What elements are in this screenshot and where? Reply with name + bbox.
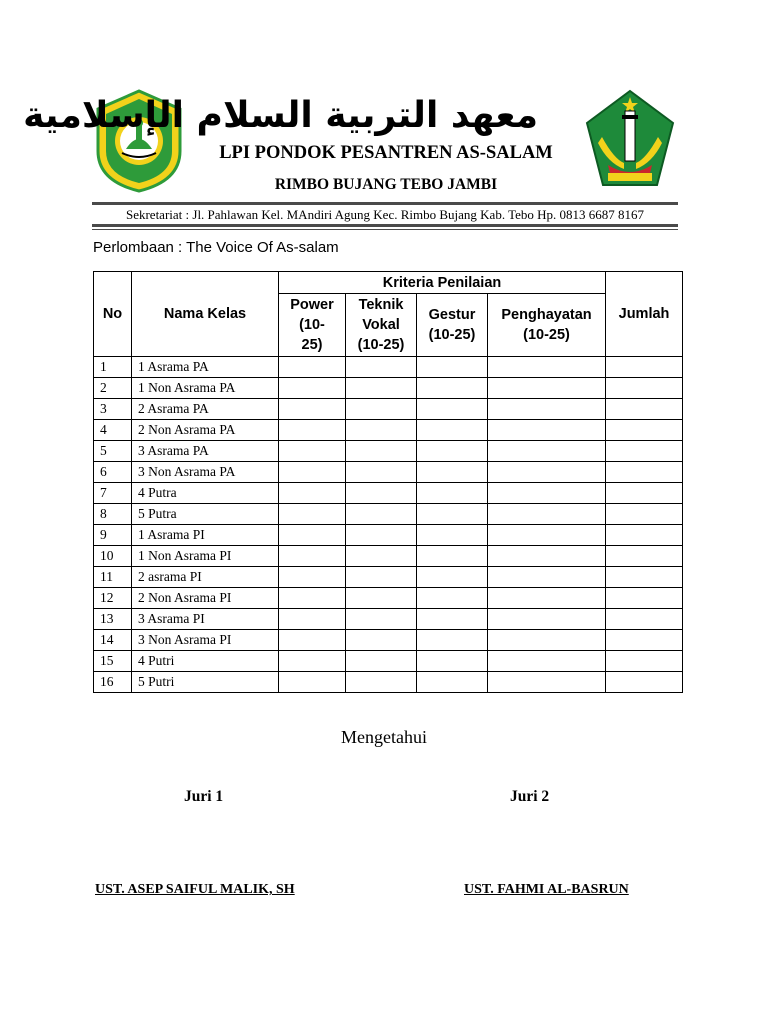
score-cell — [279, 357, 346, 378]
score-cell — [417, 525, 488, 546]
row-number: 1 — [94, 357, 132, 378]
score-cell — [346, 399, 417, 420]
row-class-name: 2 asrama PI — [132, 567, 279, 588]
row-number: 16 — [94, 672, 132, 693]
score-cell — [488, 567, 606, 588]
row-number: 6 — [94, 462, 132, 483]
row-number: 14 — [94, 630, 132, 651]
total-cell — [606, 441, 683, 462]
score-cell — [279, 483, 346, 504]
total-cell — [606, 399, 683, 420]
row-class-name: 3 Asrama PI — [132, 609, 279, 630]
row-number: 11 — [94, 567, 132, 588]
judge-2-name: UST. FAHMI AL-BASRUN — [464, 882, 629, 897]
secretariat-address: Sekretariat : Jl. Pahlawan Kel. MAndiri Agung Kec. Rimbo Bujang Kab. Tebo Hp. 0813 6687 8167 — [125, 207, 645, 222]
score-cell — [346, 672, 417, 693]
score-cell — [279, 378, 346, 399]
table-row — [94, 630, 683, 651]
score-cell — [346, 546, 417, 567]
score-cell — [488, 630, 606, 651]
total-cell — [606, 609, 683, 630]
scoring-table — [93, 271, 683, 693]
acknowledge-label: Mengetahui — [341, 727, 427, 747]
total-cell — [606, 483, 683, 504]
score-cell — [488, 420, 606, 441]
row-class-name: 4 Putra — [132, 483, 279, 504]
score-cell — [488, 588, 606, 609]
row-number: 8 — [94, 504, 132, 525]
regency-emblem — [584, 89, 676, 189]
table-row — [94, 504, 683, 525]
total-cell — [606, 546, 683, 567]
table-row — [94, 420, 683, 441]
score-cell — [279, 630, 346, 651]
row-class-name: 4 Putri — [132, 651, 279, 672]
header-criteria-vocal-technique: Teknik Vokal (10-25) — [346, 294, 417, 357]
score-cell — [279, 567, 346, 588]
row-class-name: 2 Asrama PA — [132, 399, 279, 420]
score-cell — [488, 609, 606, 630]
header-divider-bottom-thin — [92, 229, 678, 230]
arabic-calligraphy-title: معهد التربية السلام الإسلامية — [23, 95, 538, 136]
row-number: 7 — [94, 483, 132, 504]
score-cell — [488, 483, 606, 504]
score-cell — [417, 588, 488, 609]
total-cell — [606, 525, 683, 546]
score-cell — [279, 420, 346, 441]
score-cell — [346, 420, 417, 441]
score-cell — [417, 483, 488, 504]
score-cell — [488, 441, 606, 462]
score-cell — [417, 651, 488, 672]
score-cell — [279, 504, 346, 525]
total-cell — [606, 672, 683, 693]
score-cell — [279, 462, 346, 483]
score-cell — [417, 567, 488, 588]
score-cell — [346, 483, 417, 504]
row-class-name: 3 Non Asrama PI — [132, 630, 279, 651]
table-row — [94, 609, 683, 630]
row-class-name: 1 Non Asrama PI — [132, 546, 279, 567]
score-cell — [279, 399, 346, 420]
score-cell — [488, 504, 606, 525]
score-cell — [417, 546, 488, 567]
row-class-name: 2 Non Asrama PA — [132, 420, 279, 441]
organization-location: RIMBO BUJANG TEBO JAMBI — [274, 176, 498, 193]
row-class-name: 1 Non Asrama PA — [132, 378, 279, 399]
score-cell — [346, 588, 417, 609]
table-row — [94, 567, 683, 588]
score-cell — [346, 441, 417, 462]
competition-label: Perlombaan : The Voice Of As-salam — [93, 239, 339, 256]
total-cell — [606, 462, 683, 483]
table-row — [94, 672, 683, 693]
score-cell — [417, 357, 488, 378]
table-row — [94, 357, 683, 378]
header-no: No — [94, 272, 132, 357]
score-cell — [417, 609, 488, 630]
score-cell — [279, 546, 346, 567]
table-row — [94, 525, 683, 546]
total-cell — [606, 567, 683, 588]
table-row — [94, 441, 683, 462]
score-cell — [417, 378, 488, 399]
total-cell — [606, 630, 683, 651]
row-class-name: 3 Non Asrama PA — [132, 462, 279, 483]
row-number: 4 — [94, 420, 132, 441]
total-cell — [606, 378, 683, 399]
header-criteria-gesture: Gestur (10-25) — [417, 294, 488, 357]
score-cell — [488, 546, 606, 567]
total-cell — [606, 504, 683, 525]
score-cell — [279, 609, 346, 630]
row-class-name: 1 Asrama PA — [132, 357, 279, 378]
row-number: 3 — [94, 399, 132, 420]
score-cell — [346, 567, 417, 588]
row-number: 2 — [94, 378, 132, 399]
row-class-name: 3 Asrama PA — [132, 441, 279, 462]
row-number: 5 — [94, 441, 132, 462]
table-row — [94, 462, 683, 483]
score-cell — [488, 525, 606, 546]
score-cell — [417, 672, 488, 693]
organization-name: LPI PONDOK PESANTREN AS-SALAM — [219, 143, 553, 163]
score-cell — [346, 462, 417, 483]
score-cell — [346, 357, 417, 378]
score-cell — [279, 672, 346, 693]
table-row — [94, 588, 683, 609]
score-cell — [417, 462, 488, 483]
row-number: 15 — [94, 651, 132, 672]
header-criteria-appreciation: Penghayatan (10-25) — [488, 294, 606, 357]
table-row — [94, 651, 683, 672]
score-cell — [488, 357, 606, 378]
row-class-name: 5 Putri — [132, 672, 279, 693]
header-divider-top — [92, 202, 678, 205]
table-row — [94, 546, 683, 567]
total-cell — [606, 357, 683, 378]
header-total: Jumlah — [606, 272, 683, 357]
score-cell — [346, 630, 417, 651]
score-cell — [346, 651, 417, 672]
score-cell — [417, 630, 488, 651]
score-cell — [279, 588, 346, 609]
score-cell — [417, 420, 488, 441]
row-class-name: 5 Putra — [132, 504, 279, 525]
score-cell — [279, 525, 346, 546]
header-criteria-power: Power (10- 25) — [279, 294, 346, 357]
header-divider-bottom — [92, 224, 678, 227]
score-cell — [488, 651, 606, 672]
row-number: 12 — [94, 588, 132, 609]
table-row — [94, 483, 683, 504]
score-cell — [488, 462, 606, 483]
table-row — [94, 378, 683, 399]
score-cell — [346, 525, 417, 546]
header-class-name: Nama Kelas — [132, 272, 279, 357]
row-class-name: 1 Asrama PI — [132, 525, 279, 546]
score-cell — [417, 441, 488, 462]
score-cell — [417, 504, 488, 525]
judge-2-label: Juri 2 — [510, 788, 550, 805]
judge-1-name: UST. ASEP SAIFUL MALIK, SH — [95, 882, 295, 897]
score-cell — [488, 399, 606, 420]
row-number: 13 — [94, 609, 132, 630]
row-number: 10 — [94, 546, 132, 567]
score-cell — [417, 399, 488, 420]
row-number: 9 — [94, 525, 132, 546]
header-criteria-group: Kriteria Penilaian — [279, 272, 606, 294]
total-cell — [606, 651, 683, 672]
score-cell — [346, 609, 417, 630]
score-cell — [346, 378, 417, 399]
row-class-name: 2 Non Asrama PI — [132, 588, 279, 609]
score-rows — [94, 357, 683, 693]
score-cell — [279, 651, 346, 672]
score-cell — [279, 441, 346, 462]
score-cell — [346, 504, 417, 525]
table-row — [94, 399, 683, 420]
score-cell — [488, 378, 606, 399]
score-cell — [488, 672, 606, 693]
judge-1-label: Juri 1 — [184, 788, 224, 805]
total-cell — [606, 588, 683, 609]
total-cell — [606, 420, 683, 441]
